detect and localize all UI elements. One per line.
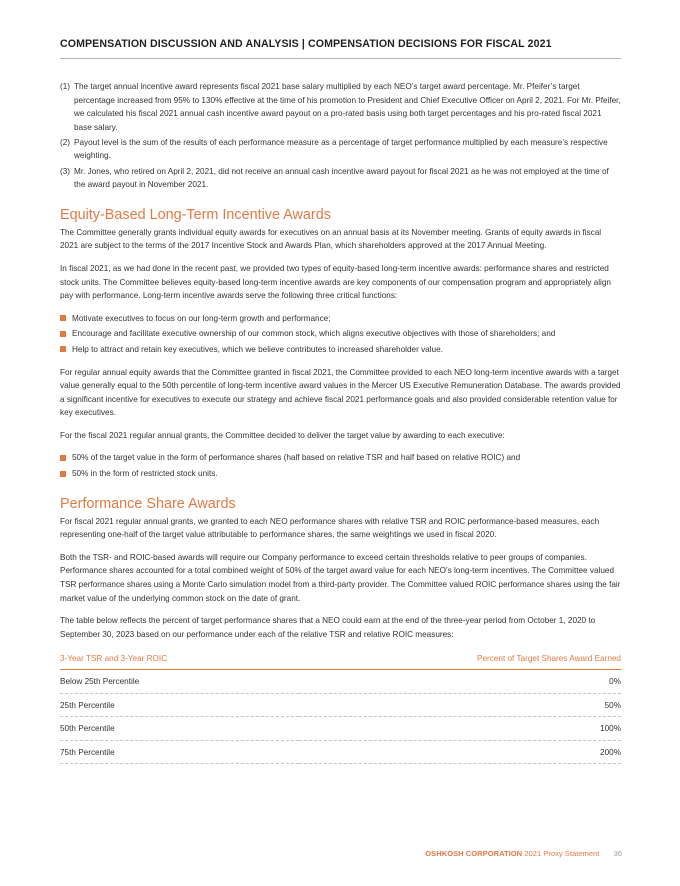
list-item-text: 50% of the target value in the form of performance shares (half based on relative TSR and half based on relative ROIC) and [72,453,521,463]
page-header: COMPENSATION DISCUSSION AND ANALYSIS | COMPENSATION DECISIONS FOR FISCAL 2021 [60,38,552,50]
footnote-text: Mr. Jones, who retired on April 2, 2021, did not receive an annual cash incentive award payout for fiscal 2021 as he was not employed at the time of the award payout in November 2021. [74,166,609,190]
performance-paragraph: For fiscal 2021 regular annual grants, we granted to each NEO performance shares with relative TSR and ROIC performance-based measures, each representing one-half of the target value attributable to performance shares, the same weightings we used in fiscal 2020. [60,516,600,540]
bullet-square-icon [60,315,66,321]
footnote-list [60,80,621,192]
table-row [60,670,621,694]
column-header: Percent of Target Shares Award Earned [299,650,621,669]
footnote-item [60,80,621,134]
equity-paragraph: For regular annual equity awards that the Committee granted in fiscal 2021, the Committee provided to each NEO long-term incentive awards with a target value generally equal to the 50th percentile of long-term incentive award values in the Mercer US Executive Remuneration Database. The awards provided a significant incentive for executives to execute our strategy and achieve fiscal 2021 performance goals and also provided considerable retention value for key executives. [60,367,621,418]
footnote-number: (3) [60,166,71,176]
table-cell-label: 25th Percentile [60,693,299,717]
list-item-text: Encourage and facilitate executive ownership of our common stock, which aligns executive objectives with those of shareholders; and [72,329,556,339]
bullet-square-icon [60,346,66,352]
footnote-number: (2) [60,137,71,147]
footer-statement: 2021 Proxy Statement [524,849,600,858]
equity-heading: Equity-Based Long-Term Incentive Awards [60,206,331,223]
main-content [60,80,621,764]
list-item-text: Help to attract and retain key executives, which we believe contributes to increased shareholder value. [72,344,443,354]
equity-paragraph: In fiscal 2021, as we had done in the recent past, we provided two types of equity-based long-term incentive awards: performance shares and restricted stock units. The Committee believes equity-based long-term incentive awards are key components of our compensation program and appropriately align pay with performance. Long-term incentive awards serve the following three critical functions: [60,263,611,301]
performance-paragraph: The table below reflects the percent of target performance shares that a NEO could earn at the end of the three-year period from October 1, 2020 to September 30, 2023 based on our performance under each of the relative TSR and relative ROIC measures: [60,616,596,639]
list-item-text: Motivate executives to focus on our long-term growth and performance; [72,313,331,323]
table-cell-label: 50th Percentile [60,717,299,741]
table-row [60,717,621,741]
equity-paragraph: The Committee generally grants individual equity awards for executives on an annual basis at its November meeting. Grants of equity awards in fiscal 2021 are subject to the terms of the 2017 Incentive Stock and Awards Plan, which shareholders approved at the 2017 Annual Meeting. [60,227,602,251]
bullet-square-icon [60,455,66,461]
bullet-square-icon [60,331,66,337]
footnote-item [60,136,621,163]
table-cell-value: 100% [299,717,621,741]
table-row [60,693,621,717]
list-item [60,451,621,465]
header-rule [60,58,621,59]
table-cell-label: Below 25th Percentile [60,670,299,694]
list-item [60,343,621,357]
table-cell-value: 200% [299,740,621,764]
footnote-item [60,165,621,192]
footnote-text: Payout level is the sum of the results of each performance measure as a percentage of target performance multiplied by each measure’s respective weighting. [74,137,608,161]
table-header-row [60,650,621,669]
column-header: 3-Year TSR and 3-Year ROIC [60,650,299,669]
table-cell-value: 0% [299,670,621,694]
list-item [60,467,621,481]
table-cell-label: 75th Percentile [60,740,299,764]
bullet-square-icon [60,471,66,477]
equity-paragraph: For the fiscal 2021 regular annual grants, the Committee decided to deliver the target value by awarding to each executive: [60,430,505,440]
page-number: 36 [613,849,622,858]
performance-table [60,650,621,764]
table-row [60,740,621,764]
award-mix-list [60,451,621,480]
footnote-number: (1) [60,82,71,91]
footer-brand: OSHKOSH CORPORATION [425,849,523,858]
performance-paragraph: Both the TSR- and ROIC-based awards will require our Company performance to exceed certain thresholds relative to peer groups of companies. Performance shares accounted for a total combined weight of 50% of the target award value for each NEO’s long-term incentives. The Committee valued TSR performance shares using a Monte Carlo simulation model from a third-party provider. The Committee valued ROIC performance shares using the fair market value of the underlying common stock on the date of grant. [60,552,621,603]
list-item [60,327,621,341]
functions-list [60,312,621,357]
page-footer [425,849,622,858]
footnote-text: The target annual incentive award represents fiscal 2021 base salary multiplied by each NEO’s target award percentage. Mr. Pfeifer’s target percentage increased from 95% to 130% effective at the time of his promotion to President and Chief Executive Officer on April 2, 2021. For Mr. Pfeifer, we calculated his fiscal 2021 annual cash incentive award payout on a pro-rated basis using both target percentages and his pro-rated fiscal 2021 base salary. [74,82,621,132]
performance-heading: Performance Share Awards [60,495,236,512]
table-cell-value: 50% [299,693,621,717]
list-item-text: 50% in the form of restricted stock units. [72,469,218,479]
list-item [60,312,621,326]
